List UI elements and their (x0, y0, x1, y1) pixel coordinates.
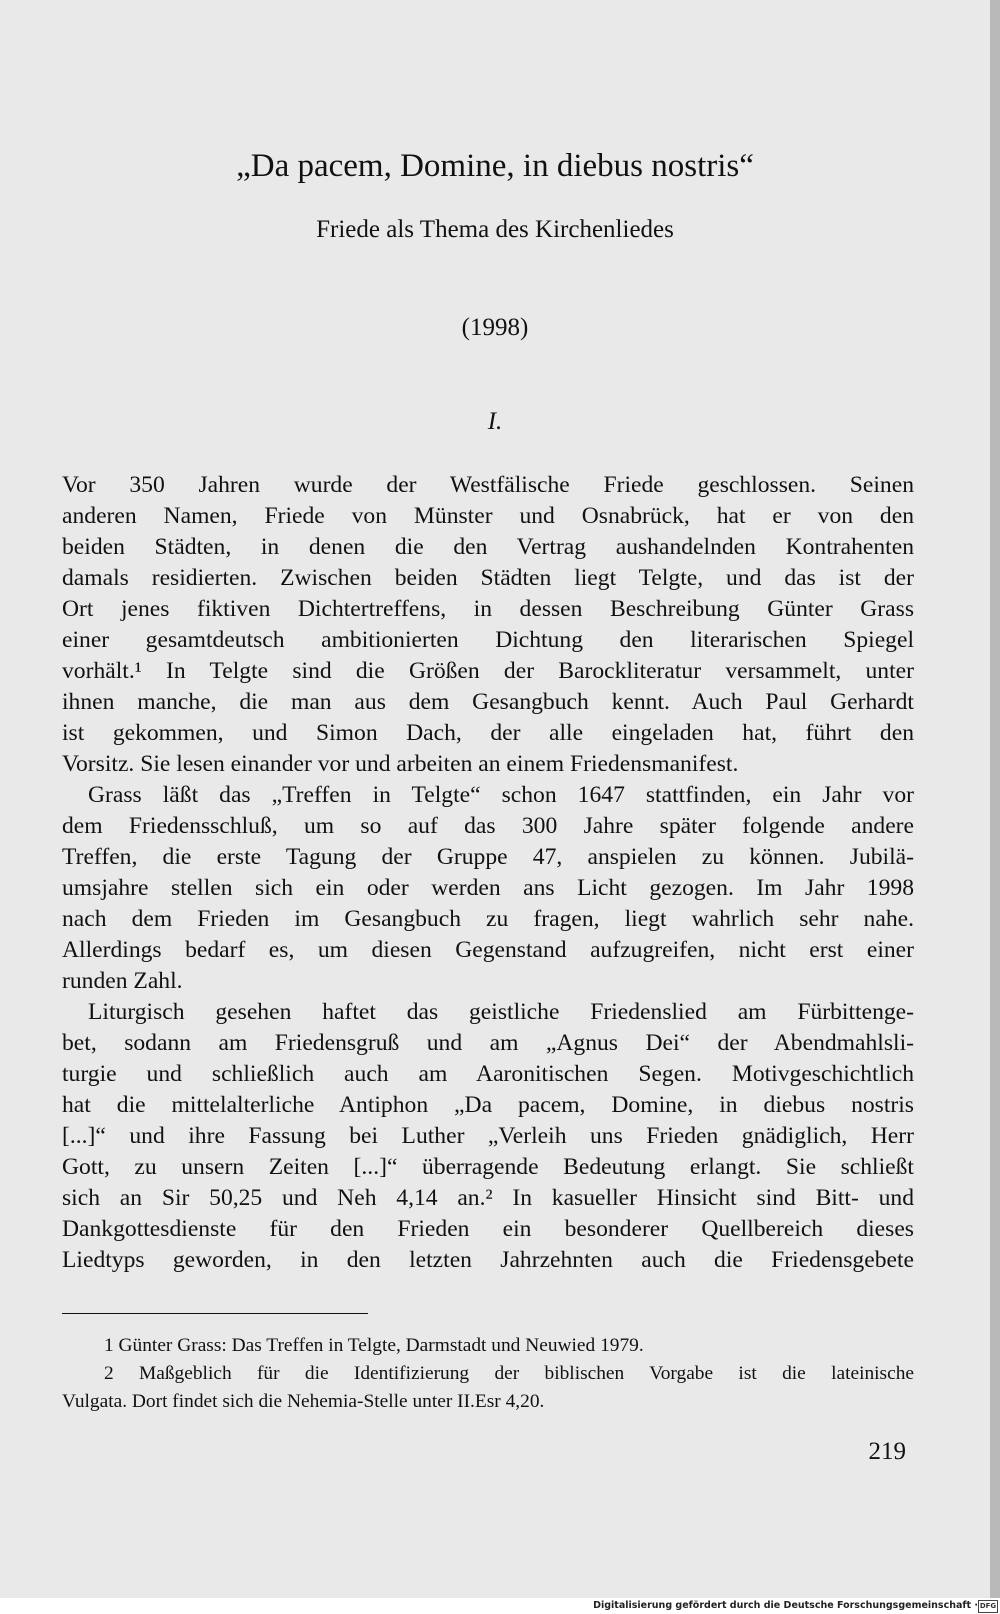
footnote-separator (62, 1313, 368, 1314)
body-text (62, 470, 914, 1276)
text-line: sich an Sir 50,25 und Neh 4,14 an.² In kasueller Hinsicht sind Bitt- und (62, 1185, 914, 1211)
dfg-logo-icon: DFG (978, 1600, 998, 1613)
footnote-line: 1 Günter Grass: Das Treffen in Telgte, Darmstadt und Neuwied 1979. (104, 1335, 644, 1356)
footnote-line: Vulgata. Dort findet sich die Nehemia-Stelle unter II.Esr 4,20. (62, 1391, 545, 1412)
text-line: Ort jenes fiktiven Dichtertreffens, in dessen Beschreibung Günter Grass (62, 596, 914, 622)
text-line: turgie und schließlich auch am Aaronitischen Segen. Motivgeschichtlich (62, 1061, 914, 1087)
text-line: Liturgisch gesehen haftet das geistliche Friedenslied am Fürbittenge- (88, 999, 914, 1025)
text-line: runden Zahl. (62, 968, 183, 994)
chapter-title: „Da pacem, Domine, in diebus nostris“ (236, 148, 754, 184)
text-line: ihnen manche, die man aus dem Gesangbuch kennt. Auch Paul Gerhardt (62, 689, 914, 715)
footnote-line: 2 Maßgeblich für die Identifizierung der biblischen Vorgabe ist die lateinische (104, 1363, 914, 1384)
text-line: Vor 350 Jahren wurde der Westfälische Friede geschlossen. Seinen (62, 472, 914, 498)
text-line: nach dem Frieden im Gesangbuch zu fragen, liegt wahrlich sehr nahe. (62, 906, 914, 932)
footnotes (62, 1332, 914, 1416)
text-line: hat die mittelalterliche Antiphon „Da pacem, Domine, in diebus nostris (62, 1092, 914, 1118)
text-line: [...]“ und ihre Fassung bei Luther „Verleih uns Frieden gnädiglich, Herr (62, 1123, 914, 1149)
text-line: vorhält.¹ In Telgte sind die Größen der Barockliteratur versammelt, unter (62, 658, 914, 684)
text-line: einer gesamtdeutsch ambitionierten Dichtung den literarischen Spiegel (62, 627, 914, 653)
text-line: Grass läßt das „Treffen in Telgte“ schon 1647 stattfinden, ein Jahr vor (88, 782, 914, 808)
text-line: umsjahre stellen sich ein oder werden ans Licht gezogen. Im Jahr 1998 (62, 875, 914, 901)
text-line: Treffen, die erste Tagung der Gruppe 47, anspielen zu können. Jubilä- (62, 844, 914, 870)
section-number: I. (487, 408, 503, 435)
text-line: Gott, zu unsern Zeiten [...]“ überragende Bedeutung erlangt. Sie schließt (62, 1154, 914, 1180)
chapter-subtitle: Friede als Thema des Kirchenliedes (316, 216, 674, 243)
text-line: anderen Namen, Friede von Münster und Osnabrück, hat er von den (62, 503, 914, 529)
text-line: dem Friedensschluß, um so auf das 300 Jahre später folgende andere (62, 813, 914, 839)
text-line: Liedtyps geworden, in den letzten Jahrzehnten auch die Friedensgebete (62, 1247, 914, 1273)
funding-credit: Digitalisierung gefördert durch die Deutsche Forschungsgemeinschaft · (593, 1600, 978, 1611)
text-line: Allerdings bedarf es, um diesen Gegenstand aufzugreifen, nicht erst einer (62, 937, 914, 963)
text-line: Dankgottesdienste für den Frieden ein besonderer Quellbereich dieses (62, 1216, 914, 1242)
page-number: 219 (868, 1438, 906, 1465)
text-line: bet, sodann am Friedensgruß und am „Agnus Dei“ der Abendmahlsli- (62, 1030, 914, 1056)
text-line: Vorsitz. Sie lesen einander vor und arbeiten an einem Friedensmanifest. (62, 751, 739, 777)
text-line: ist gekommen, und Simon Dach, der alle eingeladen hat, führt den (62, 720, 914, 746)
chapter-year: (1998) (461, 314, 529, 341)
text-line: beiden Städten, in denen die den Vertrag aushandelnden Kontrahenten (62, 534, 914, 560)
text-line: damals residierten. Zwischen beiden Städten liegt Telgte, und das ist der (62, 565, 914, 591)
